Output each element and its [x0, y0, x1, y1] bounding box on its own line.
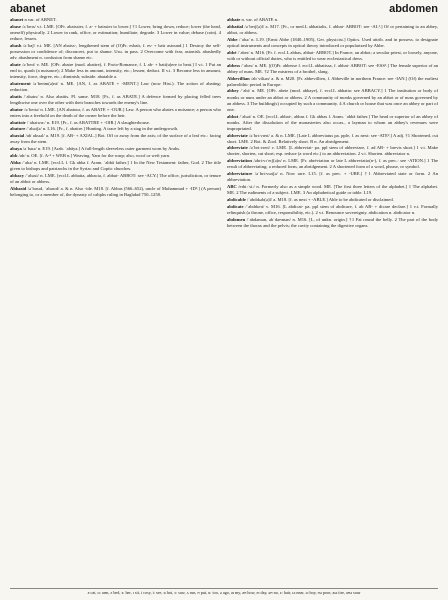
dictionary-entry: [227, 197, 438, 203]
dictionary-entry: [227, 37, 438, 49]
entry-definition: /ˈabətɪs/ n. Also abattis. Pl. same. M18. [Fr., f. as ABATE.] A defence formed by placing felled trees lengthwise one over the other with their branches towards the enemy's line.: [10, 93, 221, 105]
dictionary-entry: [10, 24, 221, 42]
entry-headword: abaya: [10, 146, 22, 152]
entry-headword: abbé: [227, 49, 237, 55]
entry-definition: /eɪbiːˈsiː/ n. Formerly also as a simple word. ME. [The first three letters of the alphabet.] 1 The alphabet. ME. 2 The rudiments of a subject. LME. 3 An alphabetical guide or table. L19.: [227, 184, 438, 196]
dictionary-entry: [227, 50, 438, 62]
dictionary-entry: [227, 204, 438, 216]
entry-definition: /əˈbriːvɪeɪt/ a. & n. LME. [Late L abbreviatus pa. pple, f. as next: see -ATE².] A adj. †1 Shortened, cut short. LME. 2 Bot. & Zool. Relatively short. B n. An abridgement.: [227, 132, 438, 144]
entry-headword: Abbasid: [10, 185, 27, 191]
dictionary-entry: [10, 133, 221, 145]
dictionary-entry: [10, 160, 221, 172]
entry-definition: /ˈabətʃə/ n. L16. [Fr., f. abattre.] Hunting. A trace left by a stag in the undergrowth.: [26, 126, 179, 132]
entry-headword: ABC: [227, 184, 237, 190]
dictionary-entry: [10, 43, 221, 61]
entry-headword: abash: [10, 42, 22, 48]
entry-definition: /əˈbeɪtə/ n. LME. [AN abatour, f. as ABATE + -OUR.] Law. A person who abates a nuisance; a person who enters into a freehold on the death of the owner before the heir.: [10, 106, 221, 118]
entry-definition: /ˈabeɪ/ n. M16. [Fr. f. eccl.L abbas, abbat- ABBOT.] In France, an abbot; a secular priest, or loosely, anyone, with or without official duties, who is entitled to wear ecclesiastical dress.: [227, 49, 438, 61]
entry-definition: /əˈbriːvɪeɪt/ v. LME. [L abbreviat- pa. ppl stem of abbreviare, f. ad AB- + brevis short.] 1 v.t. Make shorter, shorten, cut short; esp. reduce (a word etc.) to an abbreviation. 2 v.i. Shorten. abbreviator n.: [227, 145, 438, 157]
right-guideword: abdomen: [389, 3, 438, 15]
entry-definition: /əˈbeɪʃ(ə)l/ a. M17. [Fr., or med.L abbatialis, f. abbat- ABBOT: see -AL¹.] Of or pertaining to an abbey, abbot, or abbess.: [227, 23, 438, 35]
dictionary-entry: [10, 146, 221, 152]
pronunciation-key: a cat, ɑː arm, ɛ bed, ɜː her, ɪ sit, i cosy, iː see, ɒ hot, ɔː saw, ʌ run, ʊ put, uː too, ə ago, aɪ my, aʊ how, eɪ day, əʊ no, ɛː hair, ɪə near, ɔɪ boy, ʊə poor, aɪə tire, aʊə sour: [10, 588, 438, 595]
dictionary-entry: [10, 17, 221, 23]
dictionary-entry: [227, 171, 438, 183]
entry-headword: abaxial: [10, 133, 25, 139]
entry-definition: /abˈviliən/ a. & n. M20. [Fr. abbevillien, f. Abbeville in northern France: see -IAN.] (Of) the earliest palaeolithic period in Europe.: [227, 75, 438, 87]
dictionary-entry: [227, 184, 438, 196]
entry-headword: abdicate: [227, 203, 244, 209]
entry-definition: /ˈabdɪkəb(ə)l/ a. M18. [f. as next + -ABLE.] Able to be abdicated or disclaimed.: [247, 197, 394, 203]
dictionary-entry: [227, 76, 438, 88]
entry-headword: abbreviate: [227, 132, 248, 138]
entry-definition: /əˈbaɪə/ n. E19. [Arab. ʿabāya.] A full-length sleeveless outer garment worn by Arabs.: [22, 146, 181, 152]
entry-definition: /ˈabət/ n. OE. [eccl.L abbat-, abbas f. Gk abbas f. Aram. ʾabbā father.] The head or superior of an abbey of monks. After the dissolution of the monasteries also occas., a layman to whom an abbey's revenues were impropriated.: [227, 113, 438, 131]
entry-definition: /ab/ n. OE. [f. A-² + WEB n.] Weaving. Yarn for the warp; also, woof or weft yarn.: [18, 153, 171, 159]
entry-definition: /əˈbeɪtm(ə)nt/ n. ME. [AN, f. as ABATE + -MENT.] Law (now Hist.). The action of abating; reduction.: [10, 80, 221, 92]
entry-headword: abbatial: [227, 23, 244, 29]
entry-definition: n. var. of ABATE n.: [241, 17, 279, 22]
dictionary-entry: [10, 153, 221, 159]
dictionary-entry: [227, 145, 438, 157]
entry-definition: /əˈbaʃ/ v.t. ME. [AN abaiss-, lengthened stem of (O)Fr. esbaïr, f. es- + baïr astound.] 1 Destroy the self-possession or confidence of; disconcert, put to shame. Usu. in pass. 2 Overcome with fear, astonish. abashedly adv. abashment n. confusion from shame etc.: [10, 42, 221, 60]
dictionary-entry: [227, 114, 438, 132]
entry-headword: abbot: [227, 113, 239, 119]
dictionary-entry: [227, 217, 438, 229]
entry-definition: /əˈbasɪd, ˈabəsɪd/ a. & n. Also -ide. M18. [f. Abbas (566–652), uncle of Muhammad + -ID³.] (A person) belonging to, or a member of, the dynasty of caliphs ruling in Baghdad 750–1258.: [10, 185, 221, 197]
entry-definition: /ˈabɛs/ n. ME. [(O)Fr. abbesse f. eccl.L abbatissa, f. abbat- ABBOT: see -ESS¹.] The female superior of an abbey of nuns. ME. †2 The mistress of a brothel, slang.: [227, 62, 438, 74]
dictionary-entry: [227, 63, 438, 75]
dictionary-entry: [10, 120, 221, 126]
left-guideword: abanet: [10, 3, 46, 15]
entry-headword: Abbevillian: [227, 75, 250, 81]
dictionary-entry: [10, 81, 221, 93]
dictionary-entry: [227, 17, 438, 23]
entry-headword: abbreviate: [227, 145, 248, 151]
dictionary-entry: [10, 62, 221, 80]
entry-definition: /ˈabi/ n. ME. [OFr. abeie (mod. abbaye), f. eccl.L abbatia: see ABBACY.] 1 The institution or body of monks or nuns under an abbot or abbess. 2 A community of monks governed by an abbot or of nuns governed by an abbess. 3 The building(s) occupied by such a community. 4 A church or house that was once an abbey or part of one.: [227, 88, 438, 112]
entry-definition: /əˈbeɪt/ v. ME. [OFr. abatre (mod. abattre), f. Proto-Romance, f. L ab- + batt(u)ere to beat.] I v.t. 1 Put an end to, quash (a nuisance); 2 Make less in amount, intensity, etc.; lessen; deduct. II v.i. 3 Become less in amount, intensity, force, degree, etc.; diminish; subside. abatable a.: [10, 61, 221, 79]
entry-definition: /abˈaksɪəl/ a. M19. [f. AB- + AXIAL.] Bot. Off or away from the axis; of the surface of a leaf etc.: facing away from the stem.: [10, 133, 221, 145]
dictionary-entry: [227, 158, 438, 170]
entry-definition: /əˈbeɪs/ v.t. LME. [OFr. abaissier, f. a- + baissier to lower.] †1 Lower, bring down, reduce; lower (the head, oneself) physically. 2 Lower in rank, office, or estimation; humiliate, degrade. 3 Lower in value; debase (coin). 4 reduce, lessen.: [10, 23, 221, 41]
entry-definition: /ˈabdɪkeɪt/ v. M16. [L abdicat- pa. ppl stem of abdicare, f. ab AB- + dicare declare.] 1 v.t. Formally relinquish (a throne, office, responsibility, etc.). 2 v.i. Renounce sovereignty. abdication n. abdicator n.: [227, 203, 438, 216]
entry-headword: abdicable: [227, 197, 246, 203]
dictionary-entry: [10, 126, 221, 132]
entry-headword: Abbe: [227, 36, 238, 42]
entry-headword: abanet: [10, 17, 24, 22]
dictionary-entry: [227, 133, 438, 145]
left-column: [10, 17, 221, 583]
dictionary-entry: [227, 24, 438, 36]
entry-definition: /ˈabətwɑː/ n. E19. [Fr., f. as ABATTRE + -OIR.] A slaughterhouse.: [26, 119, 150, 125]
entry-definition: n var. of ABNET.: [24, 17, 57, 22]
entry-definition: /ˈabəsi/ n. LME. [eccl.L abbatia, abbacia, f. abbat- ABBOT: see -ACY.] The office, jurisdiction, or tenure of an abbot or abbess.: [10, 172, 221, 184]
dictionary-entry: [10, 186, 221, 198]
entry-headword: abbreviation: [227, 158, 252, 164]
entry-headword: Abba: [10, 159, 21, 165]
entry-headword: abbate: [227, 17, 241, 22]
entry-headword: abb: [10, 153, 18, 159]
entry-headword: abbey: [227, 88, 239, 94]
entry-headword: abature: [10, 126, 26, 132]
entry-headword: abatis: [10, 93, 22, 99]
dictionary-entry: [10, 94, 221, 106]
entry-definition: /ˈabə/ n. LME. [eccl.L f. Gk abba f. Aram. ʾabbā father.] 1 In the New Testament: father, God. 2 The title given to bishops and patriarchs in the Syriac and Coptic churches.: [10, 159, 221, 171]
entry-columns: [10, 17, 438, 583]
entry-headword: abator: [10, 106, 24, 112]
entry-definition: /ˈabə/ n. L19. [Ernst Abbe (1840–1905), Ger. physicist.] Optics. Used attrib. and in possess. to designate optical instruments and concepts in optical theory introduced or popularized by Abbe.: [227, 36, 438, 48]
dictionary-entry: [227, 88, 438, 112]
entry-headword: abdomen: [227, 216, 246, 222]
entry-headword: abase: [10, 23, 21, 29]
entry-headword: abbess: [227, 62, 241, 68]
entry-headword: abatement: [10, 80, 31, 86]
dictionary-entry: [10, 107, 221, 119]
entry-definition: /əbriːvɪˈeɪʃ(ə)n/ n. LME. [Fr. abréviation or late L abbreviatio(n-), f. as prec.: see -ATION.] 1 The result of abbreviating; a reduced form, an abridgement. 2 A shortened form of a word, phrase, or symbol.: [227, 158, 438, 170]
entry-definition: /əˈbriːvɪətʃə/ n. Now rare. L15. [f. as prec. + -URE.] †1 Abbreviated state or form. 2 An abbreviation.: [227, 171, 438, 183]
page-header: [10, 3, 438, 16]
entry-headword: abattoir: [10, 119, 26, 125]
dictionary-entry: [10, 173, 221, 185]
entry-headword: abbacy: [10, 172, 25, 178]
right-column: [227, 17, 438, 583]
entry-headword: abbreviature: [227, 171, 253, 177]
entry-headword: abate: [10, 61, 21, 67]
entry-definition: /ˈabdəmən, əbˈdəʊmən/ n. M16. [L, of unkn. origin.] †1 Fat round the belly. 2 The part of the body between the thorax and the pelvis; the cavity containing the digestive organs.: [227, 216, 438, 228]
